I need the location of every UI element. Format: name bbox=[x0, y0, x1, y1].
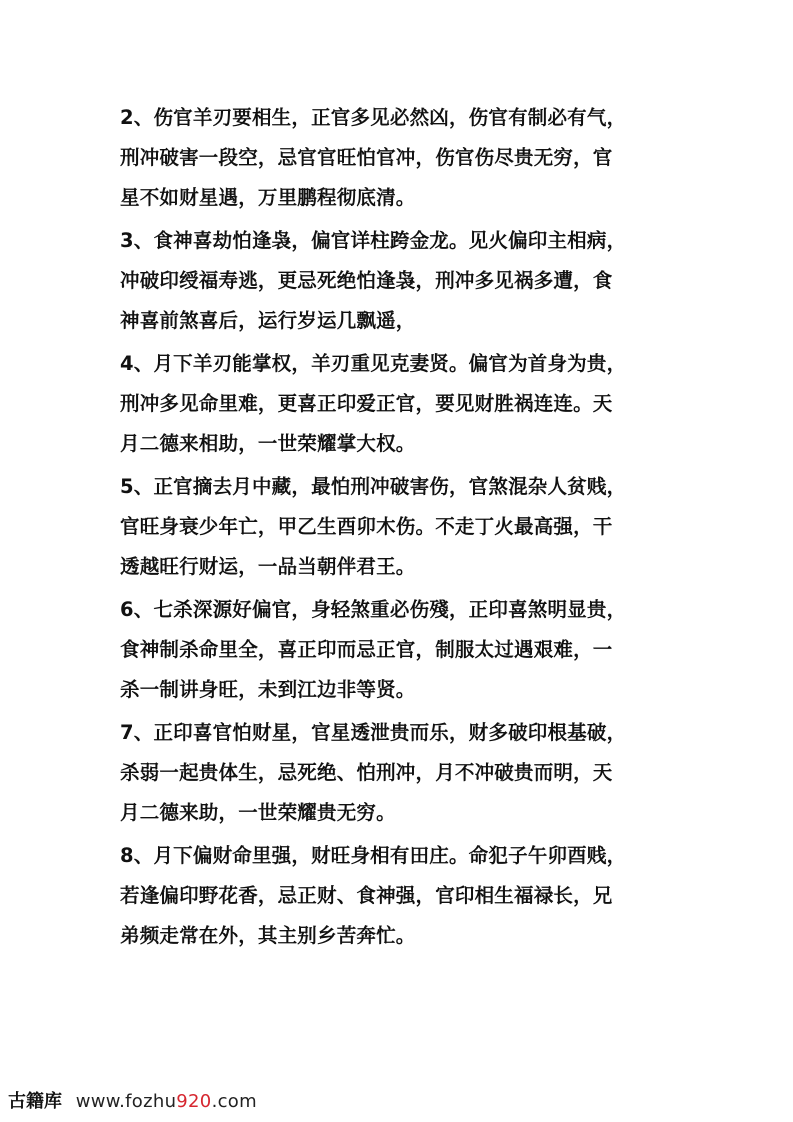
text-line: 星不如财星遇，万里鹏程彻底清。 bbox=[120, 186, 416, 209]
paragraph-5 bbox=[120, 467, 660, 587]
paragraph-6 bbox=[120, 590, 660, 710]
site-brand: 古籍库 bbox=[8, 1091, 62, 1112]
site-watermark bbox=[8, 1087, 257, 1117]
site-url[interactable] bbox=[76, 1091, 257, 1112]
text-line: 杀一制讲身旺，未到江边非等贤。 bbox=[120, 678, 416, 701]
text-line: 5、正官摘去月中藏，最怕刑冲破害伤，官煞混杂人贫贱， bbox=[120, 475, 627, 498]
text-line: 月二德来相助，一世荣耀掌大权。 bbox=[120, 432, 416, 455]
text-line: 神喜前煞喜后，运行岁运几飘遥， bbox=[120, 309, 416, 332]
text-line: 透越旺行财运，一品当朝伴君王。 bbox=[120, 555, 416, 578]
url-accent: 920 bbox=[176, 1091, 212, 1112]
text-line: 弟频走常在外，其主别乡苦奔忙。 bbox=[120, 924, 416, 947]
paragraph-4 bbox=[120, 344, 660, 464]
text-line: 杀弱一起贵体生，忌死绝、怕刑冲，月不冲破贵而明，天 bbox=[120, 761, 613, 784]
text-line: 8、月下偏财命里强，财旺身相有田庄。命犯子午卯酉贱， bbox=[120, 844, 627, 867]
document-body bbox=[120, 98, 660, 959]
paragraph-8 bbox=[120, 836, 660, 956]
text-line: 若逢偏印野花香，忌正财、食神强，官印相生福禄长，兄 bbox=[120, 884, 613, 907]
text-line: 刑冲多见命里难，更喜正印爱正官，要见财胜祸连连。天 bbox=[120, 392, 613, 415]
url-suffix: .com bbox=[211, 1091, 257, 1112]
text-line: 7、正印喜官怕财星，官星透泄贵而乐，财多破印根基破， bbox=[120, 721, 627, 744]
text-line: 3、食神喜劫怕逢袅，偏官详柱跨金龙。见火偏印主相病， bbox=[120, 229, 627, 252]
text-line: 官旺身衰少年亡，甲乙生酉卯木伤。不走丁火最高强，干 bbox=[120, 515, 613, 538]
paragraph-2 bbox=[120, 98, 660, 218]
url-prefix: www.fozhu bbox=[75, 1091, 177, 1112]
paragraph-7 bbox=[120, 713, 660, 833]
paragraph-3 bbox=[120, 221, 660, 341]
text-line: 2、伤官羊刃要相生，正官多见必然凶，伤官有制必有气， bbox=[120, 106, 627, 129]
text-line: 6、七杀深源好偏官，身轻煞重必伤殘，正印喜煞明显贵， bbox=[120, 598, 627, 621]
text-line: 冲破印绶福寿逃，更忌死绝怕逢袅，刑冲多见祸多遭，食 bbox=[120, 269, 613, 292]
text-line: 4、月下羊刃能掌权，羊刃重见克妻贤。偏官为首身为贵， bbox=[120, 352, 627, 375]
text-line: 月二德来助，一世荣耀贵无穷。 bbox=[120, 801, 396, 824]
text-line: 食神制杀命里全，喜正印而忌正官，制服太过遇艰难，一 bbox=[120, 638, 613, 661]
text-line: 刑冲破害一段空，忌官官旺怕官冲，伤官伤尽贵无穷，官 bbox=[120, 146, 613, 169]
